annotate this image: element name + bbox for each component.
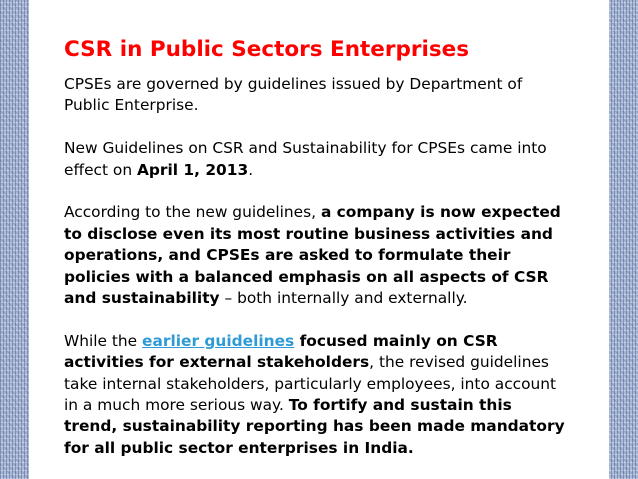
slide-title: CSR in Public Sectors Enterprises xyxy=(64,37,470,62)
paragraph-1-text: CPSEs are governed by guidelines issued by Department of Public Enterprise. xyxy=(64,75,523,115)
paragraph-4-emphasis-1: focused mainly on CSR activities for external stakeholders xyxy=(64,331,498,372)
decorative-border-right xyxy=(608,0,638,479)
paragraph-3-tail: – both internally and externally. xyxy=(219,289,468,308)
paragraph-4 xyxy=(64,331,569,459)
effective-date: April 1, 2013 xyxy=(137,160,249,179)
earlier-guidelines-link[interactable]: earlier guidelines xyxy=(142,331,295,350)
paragraph-2 xyxy=(64,138,569,181)
paragraph-4-emphasis-2: To fortify and sustain this trend, sustainability reporting has been made mandatory for all public sector enterprises in India. xyxy=(64,396,565,457)
paragraph-3-intro: According to the new guidelines, xyxy=(64,203,321,222)
slide-content xyxy=(30,0,608,479)
paragraph-3-emphasis: a company is now expected to disclose even its most routine business activities and operations, and CPSEs are asked to formulate their policies with a balanced emphasis on all aspects of CSR and sustainability xyxy=(64,203,561,308)
paragraph-4-intro: While the xyxy=(64,331,143,350)
paragraph-2-period: . xyxy=(248,160,254,179)
paragraph-2-text: New Guidelines on CSR and Sustainability for CPSEs came into effect on xyxy=(64,139,547,179)
paragraph-3 xyxy=(64,202,569,309)
slide-body xyxy=(64,74,569,459)
paragraph-4-middle: , the revised guidelines take internal stakeholders, particularly employees, into account in a much more serious way. xyxy=(64,353,557,415)
decorative-border-left xyxy=(0,0,30,479)
paragraph-1 xyxy=(64,74,569,117)
